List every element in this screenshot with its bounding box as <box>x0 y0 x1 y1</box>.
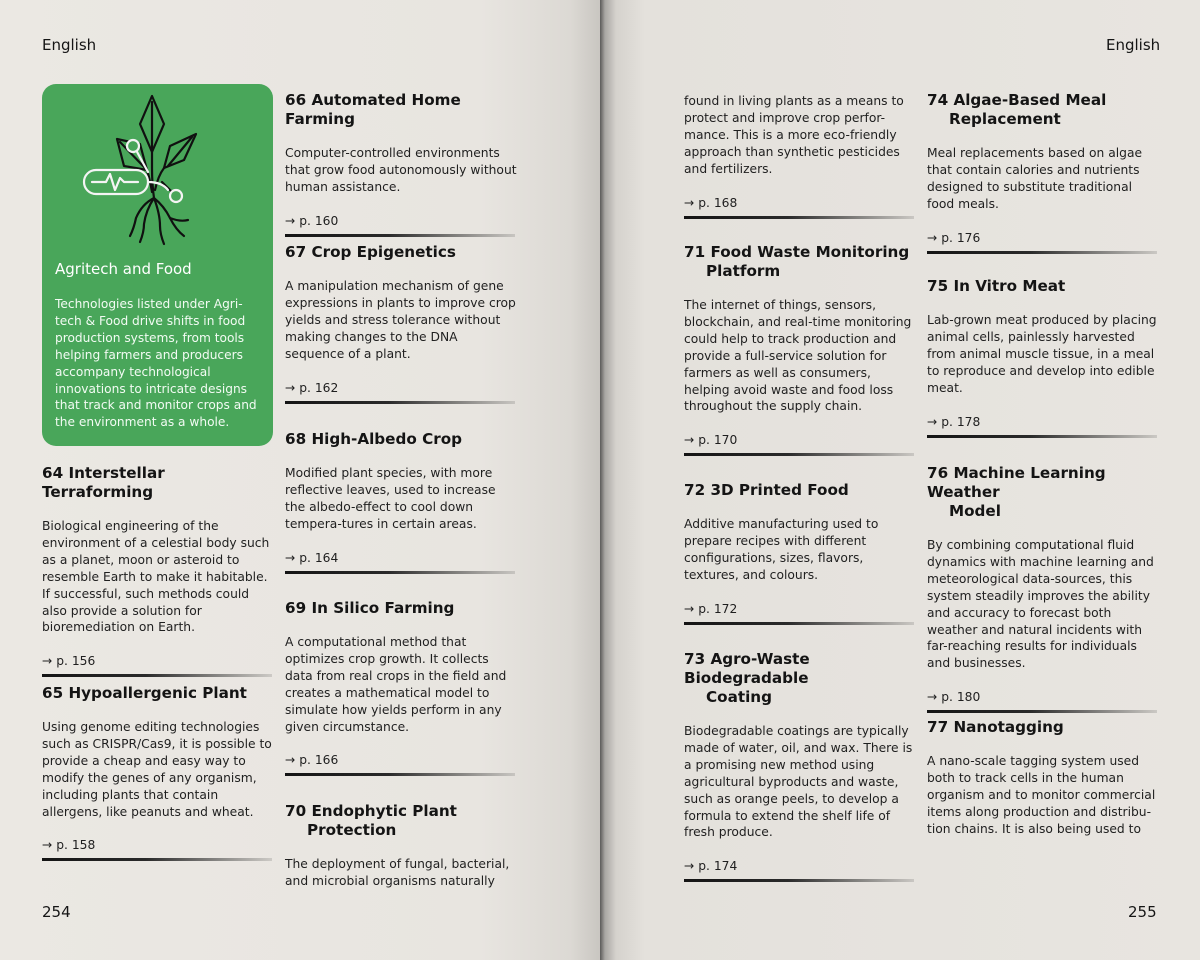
entry-description: Additive manufacturing used to prepare recipes with different configurations, sizes, flavors, textures, and colours. <box>684 517 879 582</box>
divider <box>42 674 272 677</box>
right-page <box>600 0 1200 960</box>
page-reference-link[interactable]: → p. 160 <box>285 213 339 228</box>
divider <box>684 879 914 882</box>
page-reference-link[interactable]: → p. 158 <box>42 838 96 853</box>
entry-69 <box>285 599 517 776</box>
entry-67 <box>285 243 517 404</box>
entry-title: 74 Algae-Based Meal Replacement <box>927 91 1107 128</box>
entry-70 <box>285 802 517 890</box>
divider <box>285 401 515 404</box>
divider <box>927 251 1157 254</box>
page-number: 255 <box>1128 903 1157 921</box>
entry-description: Biological engineering of the environment of a celestial body such as a planet, moon or asteroid to resemble Earth to make it habitable. If successful, such methods could also provide a solution for bioremediation on Earth. <box>42 519 270 635</box>
entry-title: 72 3D Printed Food <box>684 481 849 499</box>
entry-75 <box>927 277 1159 438</box>
entry-title: 76 Machine Learning Weather Model <box>927 464 1106 520</box>
entry-title: 66 Automated Home Farming <box>285 91 461 128</box>
entry-title: 69 In Silico Farming <box>285 599 455 617</box>
entry-title: 67 Crop Epigenetics <box>285 243 456 261</box>
entry-title: 77 Nanotagging <box>927 718 1064 736</box>
entry-64 <box>42 464 274 677</box>
entry-73 <box>684 650 916 882</box>
divider <box>684 622 914 625</box>
entry-title: 70 Endophytic Plant Protection <box>285 802 457 839</box>
page-reference-link[interactable]: → p. 162 <box>285 380 339 395</box>
entry-title: 64 Interstellar Terraforming <box>42 464 165 501</box>
divider <box>684 453 914 456</box>
page-reference-link[interactable]: → p. 164 <box>285 550 339 565</box>
entry-72 <box>684 481 916 625</box>
entry-description: Biodegradable coatings are typically made of water, oil, and wax. There is a promising new method using agricultural byproducts and waste, such as orange peels, to develop a formula to extend the shelf life of fresh produce. <box>684 724 913 840</box>
entry-description: A manipulation mechanism of gene expressions in plants to improve crop yields and stress tolerance without making changes to the DNA sequence of a plant. <box>285 279 516 361</box>
page-reference-link[interactable]: → p. 156 <box>42 654 96 669</box>
language-label: English <box>1106 36 1161 54</box>
divider <box>927 435 1157 438</box>
page-number: 254 <box>42 903 71 921</box>
entry-title: 75 In Vitro Meat <box>927 277 1066 295</box>
page-reference-link[interactable]: → p. 170 <box>684 433 738 448</box>
page-reference-link[interactable]: → p. 176 <box>927 230 981 245</box>
entry-description: A nano-scale tagging system used both to track cells in the human organism and to monitor commercial items along production and distribu-tion chains. It is also being used to <box>927 754 1156 836</box>
page-reference-link[interactable]: → p. 174 <box>684 859 738 874</box>
entry-description: A computational method that optimizes crop growth. It collects data from real crops in the field and creates a mathematical model to simulate how yields perform in any given circumstance. <box>285 635 507 734</box>
page-reference-link[interactable]: → p. 178 <box>927 414 981 429</box>
entry-74 <box>927 91 1159 254</box>
entry-description: Meal replacements based on algae that contain calories and nutrients designed to substitute traditional food meals. <box>927 146 1143 211</box>
language-label: English <box>42 36 97 54</box>
entry-title: 68 High-Albedo Crop <box>285 430 463 448</box>
entry-65 <box>42 684 274 861</box>
entry-description: Modified plant species, with more reflective leaves, used to increase the albedo-effect to cool down tempera-tures in certain areas. <box>285 466 496 531</box>
entry-title: 71 Food Waste Monitoring Platform <box>684 243 910 280</box>
divider <box>285 773 515 776</box>
entry-description: By combining computational fluid dynamics with machine learning and meteorological data-sources, this system steadily improves the ability and accuracy to forecast both weather and natural incidents with far-reaching results for individuals and businesses. <box>927 538 1154 671</box>
category-description: Technologies listed under Agri-tech & Food drive shifts in food production systems, from tools helping farmers and producers accompany technological innovations to intricate designs that track and monitor crops and the environment as a whole. <box>55 297 257 430</box>
divider <box>927 710 1157 713</box>
category-title: Agritech and Food <box>55 260 192 278</box>
entry-description: found in living plants as a means to protect and improve crop perfor-mance. This is a more eco-friendly approach than synthetic pesticides and fertilizers. <box>684 94 904 176</box>
entry-70-continuation <box>684 93 916 219</box>
page-reference-link[interactable]: → p. 168 <box>684 195 738 210</box>
page-reference-link[interactable]: → p. 180 <box>927 690 981 705</box>
entry-66 <box>285 91 517 237</box>
divider <box>285 571 515 574</box>
divider <box>285 234 515 237</box>
entry-description: Lab-grown meat produced by placing animal cells, painlessly harvested from animal muscle tissue, in a meal to reproduce and develop into edible meat. <box>927 313 1157 395</box>
entry-description: The deployment of fungal, bacterial, and microbial organisms naturally <box>285 857 510 888</box>
entry-title: 65 Hypoallergenic Plant <box>42 684 247 702</box>
plant-with-sensor-icon <box>80 94 230 249</box>
entry-description: Computer-controlled environments that grow food autonomously without human assistance. <box>285 146 517 194</box>
page-reference-link[interactable]: → p. 166 <box>285 753 339 768</box>
entry-71 <box>684 243 916 456</box>
entry-description: The internet of things, sensors, blockchain, and real-time monitoring could help to track production and provide a full-service solution for farmers as well as consumers, helping avoid waste and food loss throughout the supply chain. <box>684 298 912 414</box>
page-reference-link[interactable]: → p. 172 <box>684 601 738 616</box>
entry-76 <box>927 464 1159 713</box>
category-card <box>42 84 273 446</box>
divider <box>42 858 272 861</box>
entry-68 <box>285 430 517 574</box>
divider <box>684 216 914 219</box>
entry-description: Using genome editing technologies such as CRISPR/Cas9, it is possible to provide a cheap and easy way to modify the genes of any organism, including plants that contain allergens, like peanuts and wheat. <box>42 720 272 819</box>
entry-title: 73 Agro-Waste Biodegradable Coating <box>684 650 810 706</box>
entry-77 <box>927 718 1159 838</box>
